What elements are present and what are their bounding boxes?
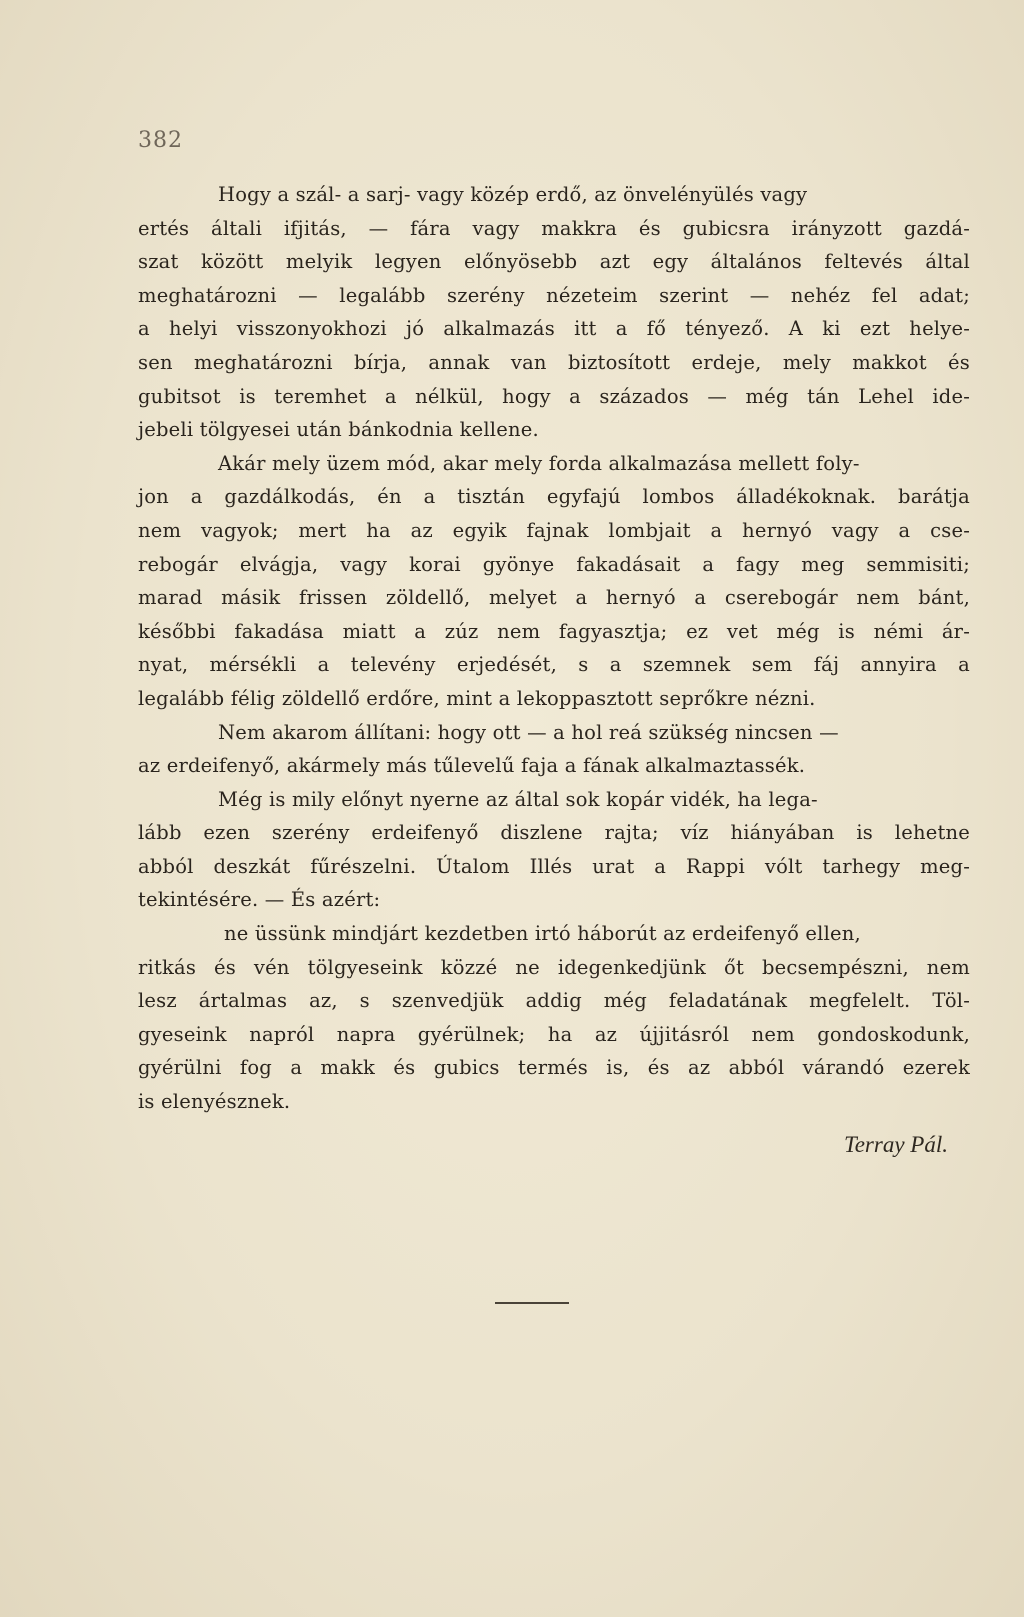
page-number: 382: [138, 128, 183, 153]
text-line: lább ezen szerény erdeifenyő diszlene rajta; víz hiányában is lehetne: [138, 821, 970, 845]
text-line: marad másik frissen zöldellő, melyet a hernyó a cserebogár nem bánt,: [138, 586, 970, 610]
body-text: [138, 178, 970, 1119]
end-rule: [495, 1302, 569, 1304]
text-line: ertés általi ifjitás, — fára vagy makkra és gubicsra irányzott gazdá-: [138, 216, 970, 240]
text-line: Még is mily előnyt nyerne az által sok kopár vidék, ha lega-: [218, 787, 818, 811]
text-line: meghatározni — legalább szerény nézeteim szerint — nehéz fel adat;: [138, 283, 970, 307]
text-line: sen meghatározni bírja, annak van biztosított erdeje, mely makkot és: [138, 350, 970, 374]
text-line: jebeli tölgyesei után bánkodnia kellene.: [138, 418, 539, 442]
text-line: a helyi visszonyokhozi jó alkalmazás itt a fő tényező. A ki ezt helye-: [138, 317, 970, 341]
text-line: ne üssünk mindjárt kezdetben irtó háborút az erdeifenyő ellen,: [224, 922, 861, 946]
text-line: az erdeifenyő, akármely más tűlevelű faja a fának alkalmaztassék.: [138, 754, 806, 778]
text-line: gyeseink napról napra gyérülnek; ha az újjitásról nem gondoskodunk,: [138, 1022, 970, 1046]
text-line: legalább félig zöldellő erdőre, mint a lekoppasztott seprőkre nézni.: [138, 686, 816, 710]
text-line: lesz ártalmas az, s szenvedjük addig még feladatának megfelelt. Töl-: [138, 989, 970, 1013]
author-signature: Terray Pál.: [844, 1132, 948, 1157]
text-line: gyérülni fog a makk és gubics termés is, és az abból várandó ezerek: [138, 1056, 970, 1080]
text-line: is elenyésznek.: [138, 1090, 291, 1114]
text-line: későbbi fakadása miatt a zúz nem fagyasztja; ez vet még is némi ár-: [138, 619, 970, 643]
text-line: Nem akarom állítani: hogy ott — a hol reá szükség nincsen —: [218, 720, 839, 744]
text-line: Hogy a szál- a sarj- vagy közép erdő, az önvelényülés vagy: [218, 183, 808, 206]
text-line: tekintésére. — És azért:: [138, 888, 381, 912]
text-line: gubitsot is teremhet a nélkül, hogy a százados — még tán Lehel ide-: [138, 384, 970, 408]
text-line: ritkás és vén tölgyeseink közzé ne idegenkedjünk őt becsempészni, nem: [138, 955, 970, 979]
text-line: nyat, mérsékli a televény erjedését, s a szemnek sem fáj annyira a: [138, 653, 970, 677]
text-line: szat között melyik legyen előnyösebb azt egy általános feltevés által: [138, 250, 970, 274]
text-line: jon a gazdálkodás, én a tisztán egyfajú lombos álladékoknak. barátja: [138, 485, 970, 509]
text-line: Akár mely üzem mód, akar mely forda alkalmazása mellett foly-: [218, 451, 860, 475]
text-line: abból deszkát fűrészelni. Útalom Illés urat a Rappi vólt tarhegy meg-: [138, 854, 970, 878]
text-line: rebogár elvágja, vagy korai gyönye fakadásait a fagy meg semmisiti;: [138, 552, 970, 576]
text-line: nem vagyok; mert ha az egyik fajnak lombjait a hernyó vagy a cse-: [138, 518, 970, 542]
